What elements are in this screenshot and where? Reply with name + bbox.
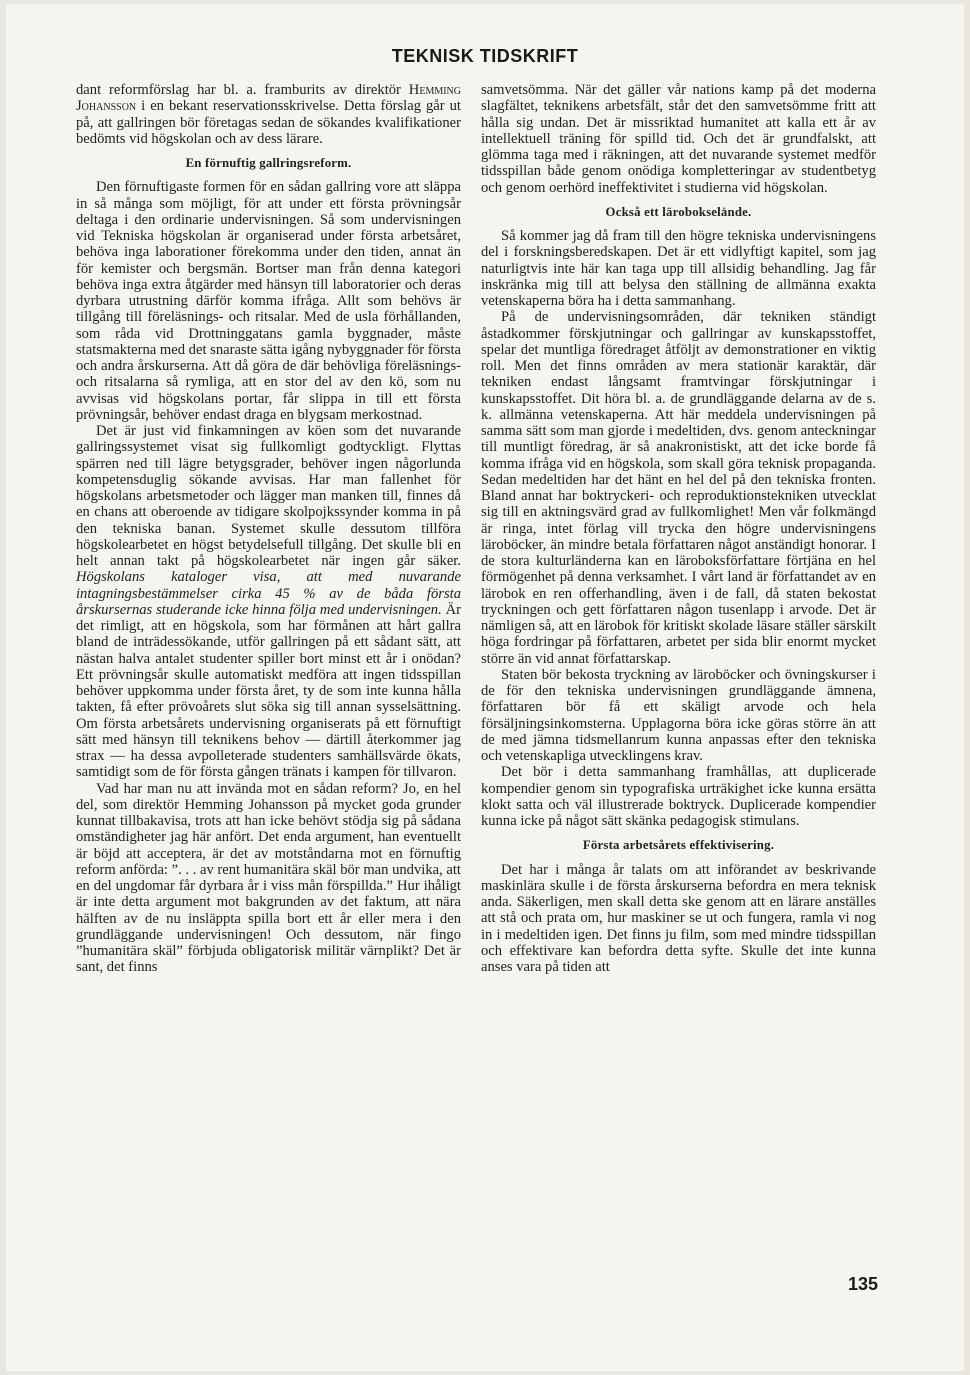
magazine-page <box>6 4 964 1371</box>
emphasized-text: Högskolans kataloger visa, att med nuvarande intagningsbestämmelser cirka 45 % av de båda första årskursernas studerande icke hinna följa med undervisningen. <box>76 569 461 618</box>
paragraph <box>76 423 461 781</box>
text-run: dant reformförslag har bl. a. framburits av direktör <box>76 82 401 98</box>
text-run: Det är just vid finkamningen av köen som det nuvarande gallringssystemet visat sig fullkomligt godtyckligt. Flyttas spärren ned till lägre betygsgrader, behöver ingen någorlunda kompetensduglig sökande avvisas. Har man fallenhet för högskolans arbetsmetoder och lägger man manken till, finnes då en chans att oberoende av tidigare skolpojkssynder komma in på den tekniska banan. Systemet skulle dessutom tillföra högskolearbetet en högst betydelsefull tillgång. Det skulle bli en helt annan takt på högskolearbetet när ingen går säker. <box>76 423 461 569</box>
paragraph <box>76 82 461 147</box>
paragraph: Staten bör bekosta tryckning av läroböcker och övningskurser i de för den tekniska undervisningen grundläggande ämnena, författaren bör få ett skäligt arvode och hela försäljningsinkomsterna. Upplagorna böra icke göras större än att de med jämna tidsmellanrum kunna anpassas efter den tekniska och vetenskapliga utvecklingens krav. <box>481 666 876 764</box>
journal-header: TEKNISK TIDSKRIFT <box>391 46 579 66</box>
section-heading: Också ett läroboksela̎nde. <box>605 204 752 219</box>
paragraph: Så kommer jag då fram till den högre tekniska undervisningens del i forskningsberedskapen. Det är ett vidlyftigt kapitel, som jag naturligtvis inte här kan taga upp till allsidig behandling. Jag får inskränka mig till att belysa den ställning de allmänna exakta vetenskaperna böra ha i detta sammanhang. <box>481 228 876 309</box>
paragraph: På de undervisningsområden, där tekniken ständigt åstadkommer förskjutningar och gallringar av kunskapsstoffet, spelar det muntliga föredraget åtföljt av demonstrationer en viktig roll. Men det finns områden av mera stationär karaktär, där tekniken endast långsamt framtvingar förskjutningar i kunskapsstoffet. Dit höra bl. a. de grundläggande delarna av de s. k. allmänna vetenskaperna. Att här meddela undervisningen på samma sätt som man gjorde i medeltiden, dvs. genom anteckningar till muntligt föredrag, är så anakronistiskt, att det icke borde få komma ifråga vid en högskola, som skall göra teknisk propaganda. Sedan medeltiden har det hänt en hel del på den tekniska fronten. Bland annat har boktryckeri- och reproduktionstekniken utvecklat sig till en aktningsvärd grad av fullkomlighet! Men vår folkmängd är ringa, intet förlag vill trycka den högre undervisningens läroböcker, än mindre betala författaren något anständigt honorar. I de stora kulturländerna kan en läroboksförfattare förtjäna en hel förmögenhet på denna verksamhet. I vårt land är författandet av en lärobok en ren offerhandling, även i de fall, då staten bekostat tryckningen och gett författaren någon tusenlapp i arvode. Det är nämligen så, att en lärobok för kritiskt skolade läsare ställer särskilt höga fordringar på författaren, arbetet per sida blir enormt mycket större än vid annat författarskap. <box>481 309 876 667</box>
section-heading: Första arbetsårets effektivisering. <box>582 838 775 853</box>
text-run: Är det rimligt, att en högskola, som har förmånen att hårt gallra bland de inträdessökande, utför gallringen på ett sådant sätt, att nästan halva antalet studenter spiller bort minst ett år i onödan? Ett prövningsår skulle automatiskt medföra att ingen tidsspillan behöver uppkomma under första året, ty de som inte kunna hålla takten, få efter prövoårets slut söka sig till annan sysselsättning. Om första arbetsårets undervisning organiserats på ett förnuftigt sätt med hänsyn till teknikens behov — därtill återkommer jag strax — ha dessa avpolleterade studenters samhällsvärde ökats, samtidigt som de för första gången tränats i kampen för tillvaron. <box>76 601 461 781</box>
paragraph: Vad har man nu att invända mot en sådan reform? Jo, en hel del, som direktör Hemming Johansson på mycket goda grunder kunnat tillbakavisa, trots att han icke behövt stödja sig på sådana omständigheter jag här anfört. Det enda argument, han eventuellt är böjd att acceptera, är det av motståndarna mot en förnuftig reform anförda: ”. . . av rent humanitära skäl bör man undvika, att en del ungdomar får dyrbara år i viss mån förspillda.” Hur ihåligt är inte detta argument mot bakgrunden av det faktum, att nära hälften av de nu insläppta spilla bort ett år eller mera i den grundläggande undervisningen! Och dessutom, när fingo ”humanitära skäl” förbjuda obligatorisk militär värnplikt? Det är sant, det finns <box>76 780 461 976</box>
paragraph: Den förnuftigaste formen för en sådan gallring vore att släppa in så många som möjligt, för att under ett första prövningsår deltaga i den ordinarie undervisningen. Så som undervisningen vid Tekniska högskolan är organiserad under första arbetsåret, behöva inga laborationer förekomma under den tiden, annat än för kemister och bergsmän. Bortser man från denna kategori behöva inga extra åtgärder med hänsyn till laboratorier och deras dyrbara utrustning därför komma ifråga. Allt som behövs är tillgång till föreläsnings- och ritsalar. Med de usla förhållanden, som råda vid Drottninggatans gamla byggnader, måste statsmakterna med det snaraste sätta igång nybyggnader för första och andra årskurserna. Att då göra de där behövliga föreläsnings- och ritsalarna så rymliga, att en stor del av den kö, som nu avvisas vid högskolans portar, får slippa in till ett första prövningsår, behöver endast draga en blygsam merkostnad. <box>76 179 461 423</box>
right-column <box>481 82 876 975</box>
text-run: i en bekant reservationsskrivelse. Detta förslag går ut på, att gallringen bör företagas sedan de sökandes kvalifikationer bedömts vid högskolan och av dess lärare. <box>76 98 461 147</box>
author-name: Hemming Johansson <box>76 82 462 115</box>
left-column <box>76 82 461 976</box>
paragraph: samvetsömma. När det gäller vår nations kamp på det moderna slagfältet, teknikens arbetsfält, står det den samvetsömme fritt att hålla sig undan. Det är missriktad humanitet att kalla ett år av intellektuell träning för spilld tid. Och det är grundfalskt, att glömma taga med i räkningen, att det nuvarande systemet medför tidsspillan både genom onödiga kompletteringar av studentbetyg och genom oerhörd ineffektivitet i studierna vid högskolan. <box>481 82 876 196</box>
section-heading: En förnuftig gallringsreform. <box>185 156 352 170</box>
paragraph: Det bör i detta sammanhang framhållas, att duplicerade kompendier genom sin typografiska urträkighet icke kunna ersätta klokt satta och väl illustrerade boktryck. Duplicerade kompendier kunna icke på något sätt skänka pedagogisk stimulans. <box>481 764 876 829</box>
page-number: 135 <box>848 1274 879 1294</box>
paragraph: Det har i många år talats om att införandet av beskrivande maskinlära skulle i de första årskurserna befordra en mera teknisk anda. Säkerligen, men skall detta ske genom att en lärare anställes att stå och prata om, hur maskiner se ut och fungera, ramla vi nog in i medeltiden igen. Det finns ju film, som med mindre tidsspillan och effektivare kan befordra detta syfte. Skulle det inte kunna anses vara på tiden att <box>481 861 876 975</box>
